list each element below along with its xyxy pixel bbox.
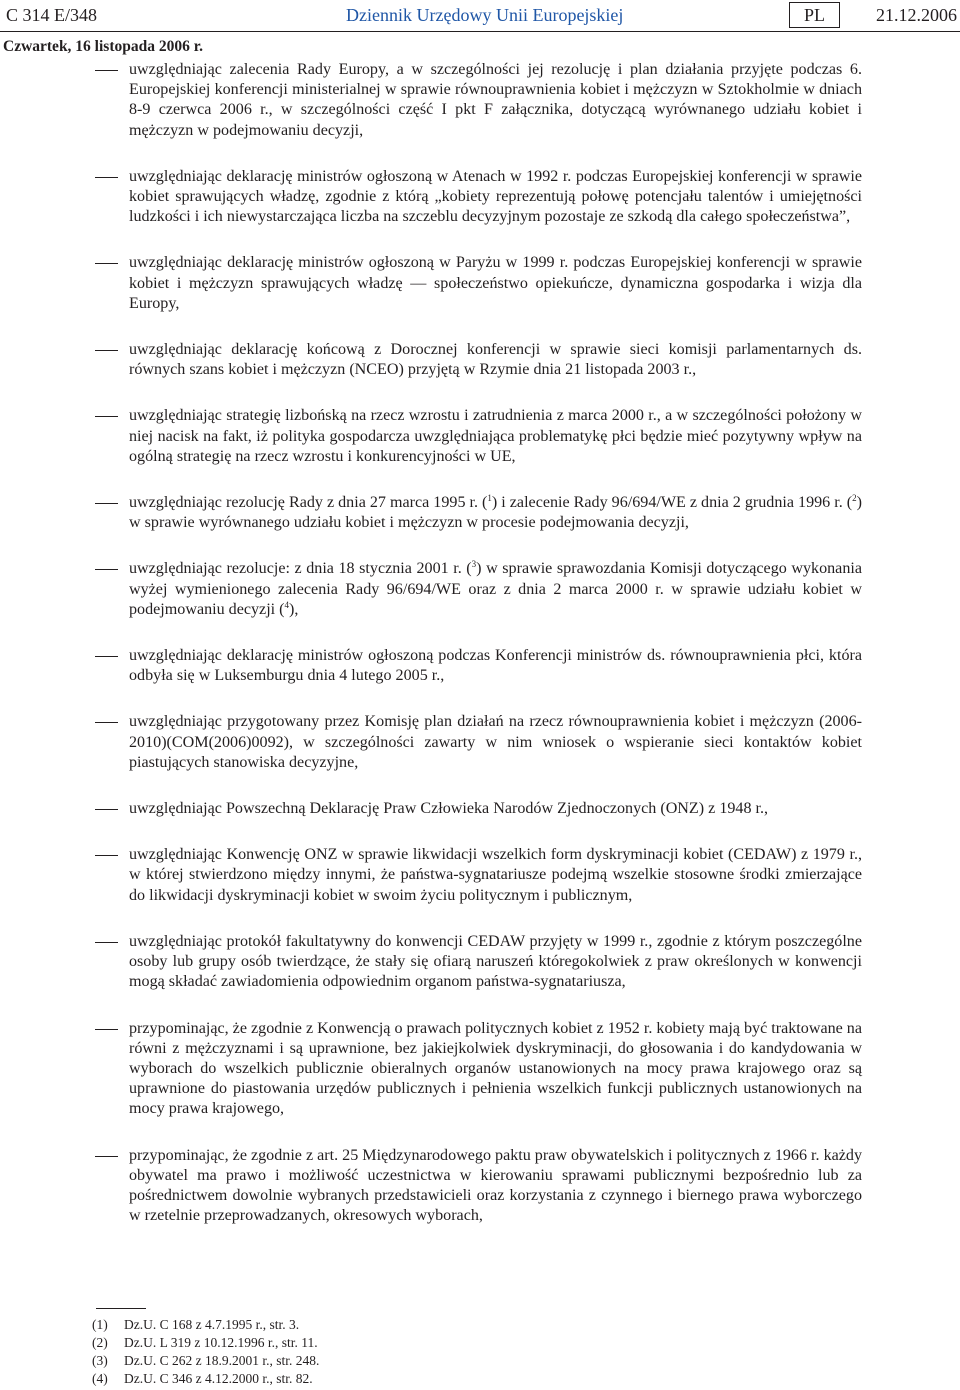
footnote-number: (4) (92, 1371, 108, 1386)
recital-text: uwzględniając Konwencję ONZ w sprawie likwidacji wszelkich form dyskryminacji kobiet (CEDAW) z 1979 r., w której stwierdzono między innymi, że państwa-sygnatariusze podejmą wszelkie stosowne środki zmierzające do likwidacji dyskryminacji kobiet w swoim życiu politycznym i publicznym, (129, 846, 862, 904)
recital-item (0, 340, 862, 380)
recital-item (0, 646, 862, 686)
recital-text-part: ) w sprawie sprawozdania Komisji dotyczącego wykonania wyżej wymienionego zalecenia Rady 96/694/WE oraz z dnia 2 marca 2000 r. w sprawie udziału kobiet w podejmowaniu decyzji ( (129, 560, 862, 618)
recital-text: uwzględniając deklarację ministrów ogłoszoną w Atenach w 1992 r. podczas Europejskiej konferencji w sprawie kobiet sprawujących władzę, zgodnie z którą „kobiety reprezentują połowę potencjału talentów i umiejętności ludzkości i ich niewystarczająca liczba na szczeblu decyzyjnym pozostaje ze szkodą dla całego społeczeństwa”, (129, 167, 862, 226)
footnote-text: Dz.U. C 168 z 4.7.1995 r., str. 3. (124, 1317, 300, 1332)
recitals-list (0, 60, 960, 1252)
recital-item (0, 712, 862, 773)
dash-marker (95, 263, 118, 264)
footnotes (92, 1316, 319, 1388)
dash-marker (95, 656, 118, 657)
footnote (92, 1334, 319, 1352)
dash-marker (95, 809, 118, 810)
recital-item (0, 167, 862, 228)
recital-text: uwzględniając deklarację ministrów ogłoszoną w Paryżu w 1999 r. podczas Europejskiej konferencji w sprawie kobiet i mężczyzn sprawujących władzę — społeczeństwo opiekuńcze, dynamiczna gospodarka i wizja dla Europy, (129, 254, 862, 312)
header-rule (0, 31, 960, 32)
recital-item (0, 1019, 862, 1120)
dash-marker (95, 569, 118, 570)
recital-item (0, 406, 862, 467)
recital-item (0, 799, 862, 819)
recital-item (0, 932, 862, 993)
recital-text: uwzględniając zalecenia Rady Europy, a w szczególności jej rezolucję i plan działania przyjęte podczas 6. Europejskiej konferencji ministerialnej w sprawie równouprawnienia kobiet i mężczyzn w Sztokholmie w dniach 8-9 czerwca 2006 r., w szczególności część I pkt F załącznika, dotyczącą wyrównanego udziału kobiet i mężczyzn w podejmowaniu decyzji, (129, 61, 862, 139)
recital-text-part: ) w sprawie wyrównanego udziału kobiet i mężczyzn w procesie podejmowania decyzji, (129, 494, 862, 532)
footnote-ref: 3 (471, 559, 477, 570)
publication-date: 21.12.2006 (876, 5, 957, 25)
footnote-ref: 4 (284, 599, 290, 610)
dash-marker (95, 1029, 118, 1030)
dash-marker (95, 70, 118, 71)
recital-text: uwzględniając przygotowany przez Komisję plan działań na rzecz równouprawnienia kobiet i mężczyzn (2006-2010)(COM(2006)0092), w szczególności zawarty w nim wniosek o wspieranie sieci kontaktów kobiet piastujących stanowiska decyzyjne, (129, 713, 862, 771)
recital-text-part: ), (289, 600, 299, 618)
footnote-text: Dz.U. C 346 z 4.12.2000 r., str. 82. (124, 1371, 313, 1386)
recital-text-part: uwzględniając rezolucje: z dnia 18 stycznia 2001 r. ( (129, 560, 472, 578)
recital-item (0, 1146, 862, 1227)
footnote (92, 1316, 319, 1334)
footnote (92, 1352, 319, 1370)
footnote-number: (3) (92, 1353, 108, 1368)
footnote-number: (1) (92, 1317, 108, 1332)
page-reference: C 314 E/348 (6, 5, 98, 25)
recital-item (0, 845, 862, 906)
dash-marker (95, 416, 118, 417)
recital-text: uwzględniając deklarację ministrów ogłoszoną podczas Konferencji ministrów ds. równouprawnienia płci, która odbyła się w Luksemburgu dnia 4 lutego 2005 r., (129, 647, 862, 685)
dash-marker (95, 1156, 118, 1157)
dash-marker (95, 503, 118, 504)
footnote-text: Dz.U. L 319 z 10.12.1996 r., str. 11. (124, 1335, 318, 1350)
recital-text: uwzględniając protokół fakultatywny do konwencji CEDAW przyjęty w 1999 r., zgodnie z którym poszczególne osoby lub grupy osób twierdzące, że stały się ofiarą naruszeń któregokolwiek z praw określonych w konwencji mogą składać zawiadomienia odpowiednim organom państwa-sygnatariusza, (129, 932, 862, 991)
footnote-rule (96, 1308, 146, 1309)
recital-text: uwzględniając deklarację końcową z Dorocznej konferencji w sprawie sieci komisji parlamentarnych ds. równych szans kobiet i mężczyzn (NCEO) przyjętą w Rzymie dnia 21 listopada 2003 r., (129, 341, 862, 379)
footnote-ref: 2 (852, 493, 857, 504)
dash-marker (95, 722, 118, 723)
recital-item (0, 493, 862, 533)
recital-text: przypominając, że zgodnie z Konwencją o prawach politycznych kobiet z 1952 r. kobiety mają być traktowane na równi z mężczyznami i są uprawnione, bez jakiejkolwiek dyskryminacji, do głosowania i do kandydowania w wyborach do wszelkich publicznie obieralnych organów ustanowionych na mocy prawa krajowego oraz są uprawnione do piastowania urzędów publicznych i pełnienia wszelkich funkcji publicznych ustanowionych na mocy prawa krajowego, (129, 1019, 862, 1118)
recital-text: przypominając, że zgodnie z art. 25 Międzynarodowego paktu praw obywatelskich i politycznych z 1966 r. każdy obywatel ma prawo i możliwość uczestnictwa w kierowaniu sprawami publicznymi bezpośrednio lub za pośrednictwem dowolnie wybranych przedstawicieli oraz korzystania z czynnego i biernego prawa wyborczego w rzetelnie przeprowadzanych, okresowych wyborach, (129, 1146, 862, 1225)
footnote-text: Dz.U. C 262 z 18.9.2001 r., str. 248. (124, 1353, 320, 1368)
footnote-ref: 1 (487, 493, 492, 504)
dash-marker (95, 855, 118, 856)
recital-text-part: ) i zalecenie Rady 96/694/WE z dnia 2 grudnia 1996 r. ( (491, 494, 853, 512)
language-code: PL (789, 2, 840, 28)
recital-text: uwzględniając Powszechną Deklarację Praw Człowieka Narodów Zjednoczonych (ONZ) z 1948 r., (129, 800, 769, 818)
session-date: Czwartek, 16 listopada 2006 r. (3, 38, 204, 55)
recital-item (0, 253, 862, 314)
recital-item (0, 60, 862, 141)
dash-marker (95, 942, 118, 943)
footnote-number: (2) (92, 1335, 108, 1350)
recital-text-part: uwzględniając rezolucję Rady z dnia 27 marca 1995 r. ( (129, 494, 488, 512)
page-header (0, 2, 960, 28)
journal-title: Dziennik Urzędowy Unii Europejskiej (346, 5, 624, 25)
footnote (92, 1370, 319, 1388)
recital-text: uwzględniając strategię lizbońską na rzecz wzrostu i zatrudnienia z marca 2000 r., a w szczególności położony w niej nacisk na fakt, iż polityka gospodarcza uwzględniająca problematykę płci będzie mieć pozytywny wpływ na ogólną strategię na rzecz wzrostu i konkurencyjności w UE, (129, 407, 862, 465)
dash-marker (95, 350, 118, 351)
dash-marker (95, 177, 118, 178)
recital-item (0, 559, 862, 620)
